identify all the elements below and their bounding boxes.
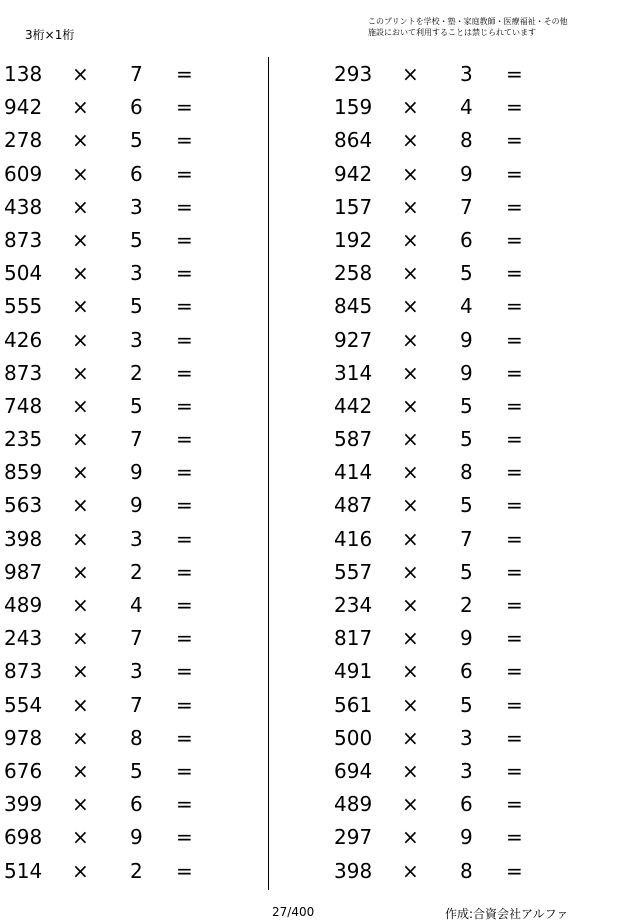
multiplicand: 235 [4,427,43,452]
multiplicand: 698 [4,825,43,850]
equals-sign: = [176,659,193,684]
equals-sign: = [506,294,523,319]
equals-sign: = [506,128,523,153]
multiplicand: 489 [334,792,373,817]
multiplier: 6 [460,792,473,817]
usage-notice [368,16,628,38]
equals-sign: = [506,758,523,783]
equals-sign: = [176,161,193,186]
equals-sign: = [506,858,523,883]
multiplicand: 514 [4,858,43,883]
multiplier: 3 [130,194,143,219]
equals-sign: = [506,194,523,219]
multiplier: 4 [460,294,473,319]
multiplicand: 873 [4,227,43,252]
equals-sign: = [176,261,193,286]
multiply-sign: × [402,95,419,120]
equals-sign: = [506,626,523,651]
multiplicand: 927 [334,327,373,352]
multiplier: 7 [130,62,143,86]
multiplicand: 416 [334,526,373,551]
multiplicand: 978 [4,725,43,750]
equals-sign: = [506,825,523,850]
equals-sign: = [176,427,193,452]
multiplicand: 278 [4,128,43,153]
multiplicand: 192 [334,227,373,252]
multiplier: 8 [460,128,473,153]
multiplicand: 159 [334,95,373,120]
multiply-sign: × [402,659,419,684]
multiplier: 6 [130,161,143,186]
equals-sign: = [506,593,523,617]
equals-sign: = [176,626,193,651]
multiplier: 5 [130,393,143,418]
multiplicand: 748 [4,393,43,418]
multiplicand: 561 [334,692,373,717]
equals-sign: = [176,360,193,385]
equals-sign: = [176,825,193,850]
multiply-sign: × [72,526,89,551]
equals-sign: = [176,227,193,252]
multiplicand: 817 [334,626,373,651]
multiply-sign: × [402,261,419,286]
multiply-sign: × [402,758,419,783]
multiply-sign: × [72,725,89,750]
equals-sign: = [506,559,523,584]
multiplier: 2 [460,593,473,617]
multiply-sign: × [72,626,89,651]
multiplicand: 297 [334,825,373,850]
multiply-sign: × [402,493,419,518]
equals-sign: = [506,261,523,286]
multiply-sign: × [402,360,419,385]
multiplier: 3 [460,725,473,750]
multiply-sign: × [72,559,89,584]
equals-sign: = [506,161,523,186]
multiplier: 3 [130,261,143,286]
equals-sign: = [506,526,523,551]
multiply-sign: × [72,460,89,485]
multiply-sign: × [72,360,89,385]
multiply-sign: × [402,327,419,352]
multiplier: 5 [460,692,473,717]
multiplicand: 438 [4,194,43,219]
multiplicand: 398 [334,858,373,883]
equals-sign: = [176,858,193,883]
equals-sign: = [176,194,193,219]
multiplier: 2 [130,858,143,883]
multiplier: 9 [460,360,473,385]
usage-notice-line-2: 施設において利用することは禁じられています [368,28,536,37]
equals-sign: = [506,692,523,717]
multiplicand: 942 [4,95,43,120]
equals-sign: = [506,493,523,518]
multiplier: 3 [130,526,143,551]
multiplier: 5 [130,227,143,252]
multiplicand: 491 [334,659,373,684]
multiplicand: 500 [334,725,373,750]
multiplier: 9 [460,161,473,186]
multiply-sign: × [72,825,89,850]
multiplicand: 243 [4,626,43,651]
equals-sign: = [506,460,523,485]
multiplier: 9 [460,327,473,352]
multiplier: 2 [130,360,143,385]
multiplier: 7 [130,626,143,651]
multiplier: 5 [460,493,473,518]
multiply-sign: × [72,692,89,717]
equals-sign: = [176,493,193,518]
usage-notice-line-1: このプリントを学校・塾・家庭教師・医療福祉・その他 [368,17,568,26]
multiplicand: 314 [334,360,373,385]
multiply-sign: × [72,227,89,252]
multiplier: 8 [460,460,473,485]
multiply-sign: × [72,128,89,153]
multiply-sign: × [402,593,419,617]
multiply-sign: × [402,858,419,883]
multiplicand: 873 [4,659,43,684]
multiplier: 9 [460,825,473,850]
multiply-sign: × [402,62,419,86]
column-divider [268,57,269,890]
multiplier: 5 [460,261,473,286]
multiplier: 9 [460,626,473,651]
equals-sign: = [506,95,523,120]
equals-sign: = [176,559,193,584]
multiplicand: 864 [334,128,373,153]
equals-sign: = [176,725,193,750]
equals-sign: = [176,792,193,817]
multiply-sign: × [72,758,89,783]
multiply-sign: × [402,227,419,252]
multiply-sign: × [402,792,419,817]
multiplicand: 504 [4,261,43,286]
page-number: 27/400 [272,905,315,919]
equals-sign: = [506,725,523,750]
multiply-sign: × [72,792,89,817]
multiplicand: 845 [334,294,373,319]
multiplicand: 138 [4,62,43,86]
multiply-sign: × [402,626,419,651]
equals-sign: = [506,227,523,252]
multiplier: 6 [460,227,473,252]
multiplicand: 987 [4,559,43,584]
multiplicand: 487 [334,493,373,518]
multiply-sign: × [402,460,419,485]
multiplier: 5 [460,427,473,452]
multiplier: 5 [460,559,473,584]
equals-sign: = [176,327,193,352]
multiplicand: 157 [334,194,373,219]
equals-sign: = [176,128,193,153]
multiplier: 7 [130,427,143,452]
multiply-sign: × [402,825,419,850]
equals-sign: = [176,593,193,617]
multiplicand: 293 [334,62,373,86]
multiplier: 3 [460,758,473,783]
multiplicand: 554 [4,692,43,717]
multiply-sign: × [402,294,419,319]
multiply-sign: × [402,393,419,418]
equals-sign: = [176,95,193,120]
multiply-sign: × [402,692,419,717]
multiply-sign: × [402,161,419,186]
multiplier: 5 [130,294,143,319]
multiply-sign: × [402,427,419,452]
equals-sign: = [506,360,523,385]
multiplier: 5 [130,128,143,153]
equals-sign: = [176,460,193,485]
multiplier: 3 [460,62,473,86]
multiply-sign: × [72,593,89,617]
equals-sign: = [506,792,523,817]
equals-sign: = [176,62,193,86]
multiply-sign: × [402,194,419,219]
equals-sign: = [176,758,193,783]
equals-sign: = [506,62,523,86]
multiplier: 9 [130,493,143,518]
multiplicand: 426 [4,327,43,352]
multiplicand: 414 [334,460,373,485]
multiplicand: 234 [334,593,373,617]
multiply-sign: × [72,161,89,186]
multiplicand: 258 [334,261,373,286]
equals-sign: = [176,294,193,319]
multiplier: 7 [130,692,143,717]
equals-sign: = [176,692,193,717]
multiplier: 8 [130,725,143,750]
multiply-sign: × [72,294,89,319]
multiplicand: 609 [4,161,43,186]
equals-sign: = [506,393,523,418]
equals-sign: = [506,327,523,352]
multiply-sign: × [72,327,89,352]
multiplier: 2 [130,559,143,584]
multiplicand: 942 [334,161,373,186]
multiplier: 8 [460,858,473,883]
multiplier: 5 [460,393,473,418]
multiply-sign: × [72,493,89,518]
multiply-sign: × [402,725,419,750]
multiply-sign: × [72,261,89,286]
multiplier: 9 [130,825,143,850]
multiplier: 3 [130,659,143,684]
multiplier: 7 [460,526,473,551]
multiplier: 3 [130,327,143,352]
multiplicand: 873 [4,360,43,385]
multiplicand: 587 [334,427,373,452]
multiplier: 6 [130,792,143,817]
multiplicand: 442 [334,393,373,418]
equals-sign: = [176,526,193,551]
multiplier: 5 [130,758,143,783]
multiply-sign: × [72,427,89,452]
multiply-sign: × [72,62,89,86]
equals-sign: = [506,427,523,452]
multiply-sign: × [72,858,89,883]
multiplier: 4 [130,593,143,617]
multiply-sign: × [402,526,419,551]
equals-sign: = [176,393,193,418]
multiplier: 4 [460,95,473,120]
multiplicand: 557 [334,559,373,584]
multiplier: 9 [130,460,143,485]
multiply-sign: × [402,128,419,153]
multiplicand: 398 [4,526,43,551]
multiplicand: 859 [4,460,43,485]
multiplicand: 555 [4,294,43,319]
multiply-sign: × [402,559,419,584]
multiplicand: 399 [4,792,43,817]
multiplicand: 676 [4,758,43,783]
author-credit: 作成:合資会社アルファ [445,907,569,921]
multiply-sign: × [72,393,89,418]
multiplicand: 489 [4,593,43,617]
multiply-sign: × [72,194,89,219]
multiplier: 6 [130,95,143,120]
multiplicand: 563 [4,493,43,518]
multiplier: 7 [460,194,473,219]
worksheet-title: 3桁×1桁 [25,28,75,42]
multiply-sign: × [72,95,89,120]
multiply-sign: × [72,659,89,684]
equals-sign: = [506,659,523,684]
multiplier: 6 [460,659,473,684]
multiplicand: 694 [334,758,373,783]
